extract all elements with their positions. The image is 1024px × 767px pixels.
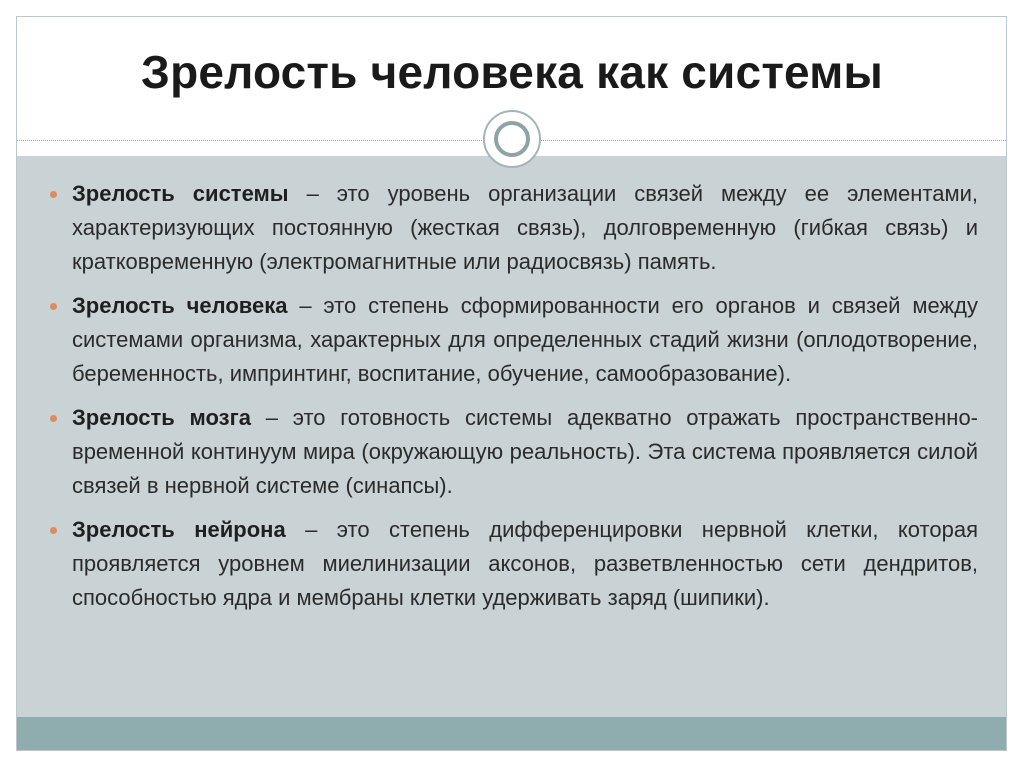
bullet-term: Зрелость системы bbox=[72, 181, 289, 206]
bullet-item-neuron bbox=[46, 513, 978, 615]
bullet-text: – это степень дифференцировки нервной клетки, которая проявляется уровнем миелинизации аксонов, разветвленностью сети дендритов, способностью ядра и мембраны клетки удерживать заряд (шипики). bbox=[72, 517, 979, 610]
bullet-dot-icon bbox=[50, 415, 57, 422]
bullet-item-human bbox=[46, 289, 978, 391]
bullet-term: Зрелость нейрона bbox=[72, 517, 286, 542]
bullet-text: – это степень сформированности его органов и связей между системами организма, характерных для определенных стадий жизни (оплодотворение, беременность, импринтинг, воспитание, обучение, самообразование). bbox=[72, 293, 978, 386]
bullet-dot-icon bbox=[50, 191, 57, 198]
bullet-dot-icon bbox=[50, 303, 57, 310]
bullet-dot-icon bbox=[50, 527, 57, 534]
circle-emblem-inner bbox=[494, 121, 530, 157]
bullet-text: – это готовность системы адекватно отражать пространственно-временной континуум мира (окружающую реальность). Эта система проявляется силой связей в нервной системе (синапсы). bbox=[72, 405, 979, 498]
circle-emblem-icon bbox=[483, 110, 541, 168]
bullet-term: Зрелость человека bbox=[72, 293, 288, 318]
bullet-term: Зрелость мозга bbox=[72, 405, 252, 430]
bullet-item-brain bbox=[46, 401, 978, 503]
slide-title: Зрелость человека как системы bbox=[141, 46, 883, 98]
bullet-list bbox=[46, 177, 978, 625]
bullet-item-system bbox=[46, 177, 978, 279]
bullet-text: – это уровень организации связей между ее элементами, характеризующих постоянную (жесткая связь), долговременную (гибкая связь) и кратковременную (электромагнитные или радиосвязь) память. bbox=[72, 181, 978, 274]
